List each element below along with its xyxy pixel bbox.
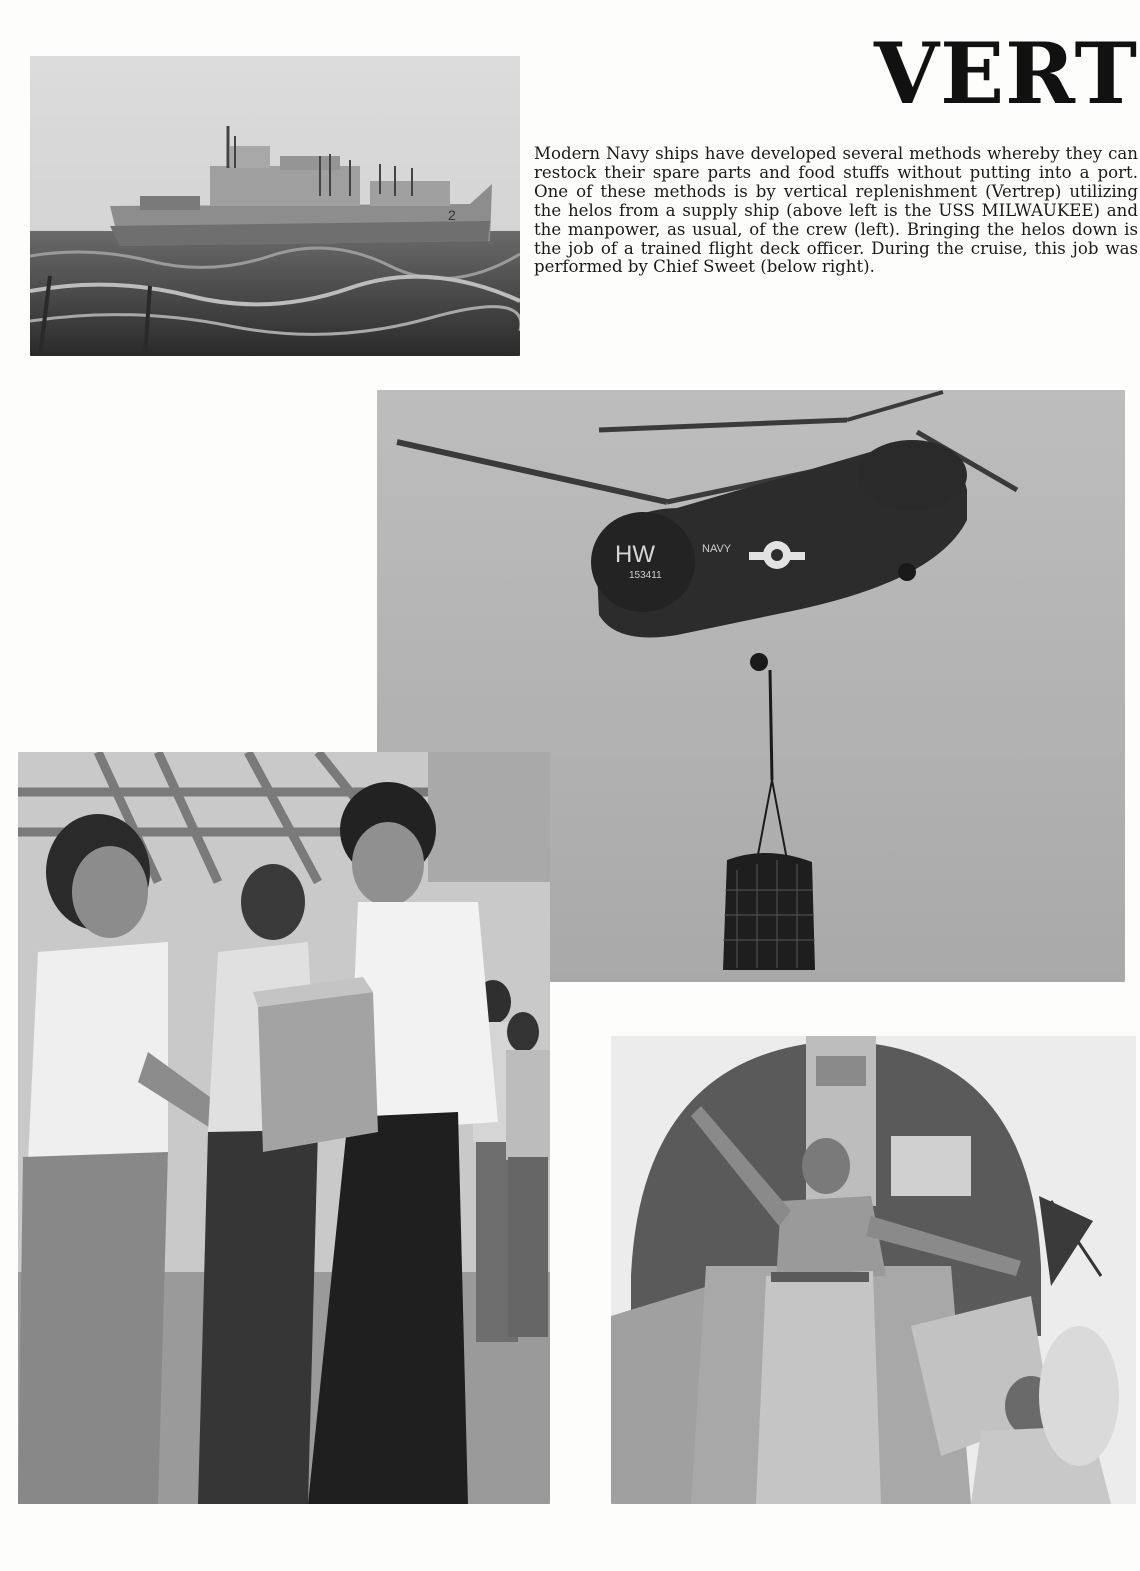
tail-code: HW [615, 541, 655, 568]
navy-marking: NAVY [702, 543, 732, 555]
crew-photo [18, 752, 550, 1504]
intro-paragraph: Modern Navy ships have developed several methods whereby they can restock their spare parts and food stuffs without putting into a port. One of these methods is by vertical replenishment (Vertrep) utilizing the helos from a supply ship (above left is the USS MILWAUKEE) and the manpower, as usual, of the crew (left). Bringing the helos down is the job of a trained flight deck officer. During the cruise, this job was performed by Chief Sweet (below right). [534, 144, 1138, 277]
flight-deck-officer-photo [611, 1036, 1136, 1504]
page-title: VERT [873, 24, 1138, 123]
tail-serial: 153411 [629, 570, 662, 581]
hull-number: 2 [448, 207, 456, 223]
supply-ship-photo [30, 56, 520, 356]
